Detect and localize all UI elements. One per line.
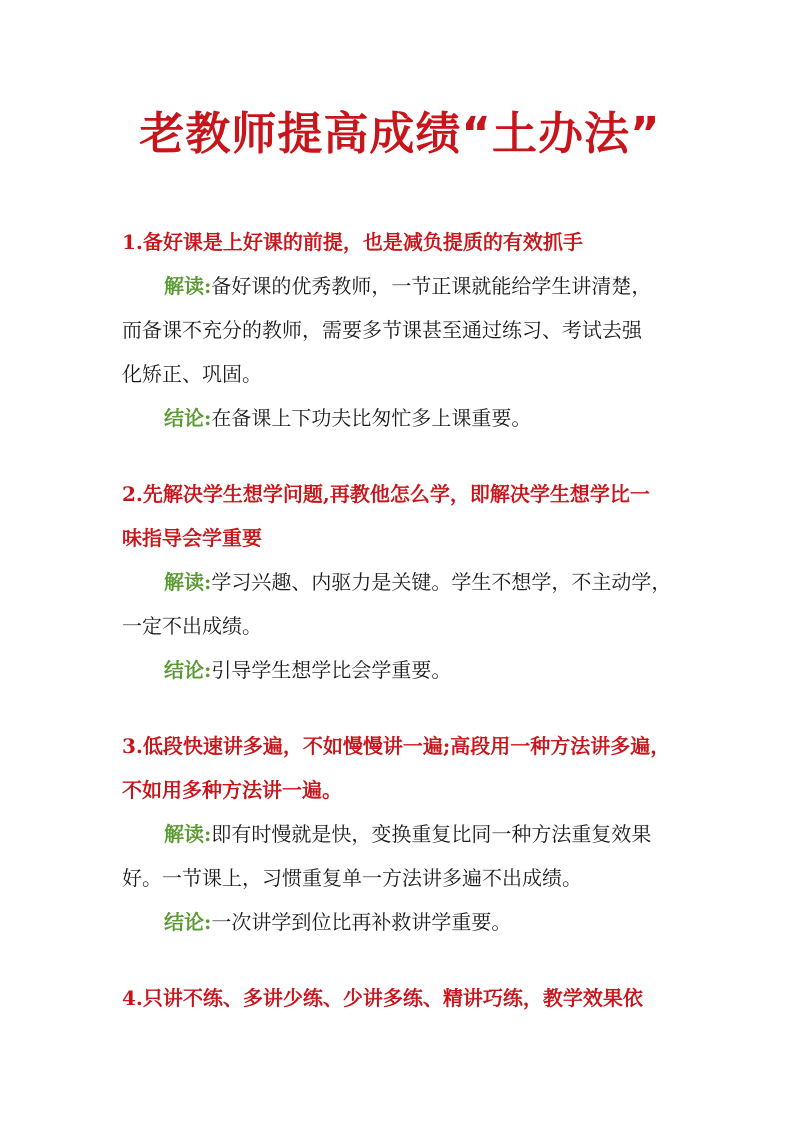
conclusion-text: 引导学生想学比会学重要。 <box>211 658 452 682</box>
section-1 <box>122 220 687 440</box>
interpretation-paragraph <box>122 560 687 648</box>
heading-line: 不如用多种方法讲一遍。 <box>122 778 342 802</box>
page-title: 老教师提高成绩“土办法” <box>139 107 661 160</box>
interpretation-paragraph <box>122 264 687 396</box>
section-4 <box>122 976 687 1020</box>
heading-line: 2.先解决学生想学问题,再教他怎么学，即解决学生想学比一 <box>122 482 650 506</box>
interpretation-line: 学习兴趣、内驱力是关键。学生不想学，不主动学， <box>211 570 672 594</box>
conclusion-label: 结论: <box>164 406 212 430</box>
section-3 <box>122 724 687 944</box>
interpretation-line: 化矫正、巩固。 <box>122 362 262 386</box>
interpretation-paragraph <box>122 812 687 900</box>
section-heading <box>122 724 687 812</box>
interpretation-label: 解读: <box>164 274 212 298</box>
conclusion-paragraph <box>122 900 687 944</box>
conclusion-paragraph <box>122 648 687 692</box>
section-heading <box>122 976 687 1020</box>
interpretation-line: 好。一节课上，习惯重复单一方法讲多遍不出成绩。 <box>122 866 582 890</box>
conclusion-text: 一次讲学到位比再补救讲学重要。 <box>211 910 512 934</box>
heading-line: 4.只讲不练、多讲少练、少讲多练、精讲巧练，教学效果依 <box>122 986 643 1010</box>
interpretation-label: 解读: <box>164 570 212 594</box>
interpretation-line: 一定不出成绩。 <box>122 614 262 638</box>
section-heading <box>122 220 687 264</box>
conclusion-label: 结论: <box>164 658 212 682</box>
heading-line: 3.低段快速讲多遍，不如慢慢讲一遍;高段用一种方法讲多遍， <box>122 734 671 758</box>
interpretation-line: 而备课不充分的教师，需要多节课甚至通过练习、考试去强 <box>122 318 642 342</box>
conclusion-label: 结论: <box>164 910 212 934</box>
conclusion-text: 在备课上下功夫比匆忙多上课重要。 <box>211 406 532 430</box>
heading-line: 味指导会学重要 <box>122 526 262 550</box>
heading-line: 1.备好课是上好课的前提，也是减负提质的有效抓手 <box>122 230 583 254</box>
interpretation-line: 备好课的优秀教师，一节正课就能给学生讲清楚， <box>211 274 652 298</box>
interpretation-line: 即有时慢就是快，变换重复比同一种方法重复效果 <box>211 822 652 846</box>
section-heading <box>122 472 687 560</box>
section-2 <box>122 472 687 692</box>
conclusion-paragraph <box>122 396 687 440</box>
interpretation-label: 解读: <box>164 822 212 846</box>
